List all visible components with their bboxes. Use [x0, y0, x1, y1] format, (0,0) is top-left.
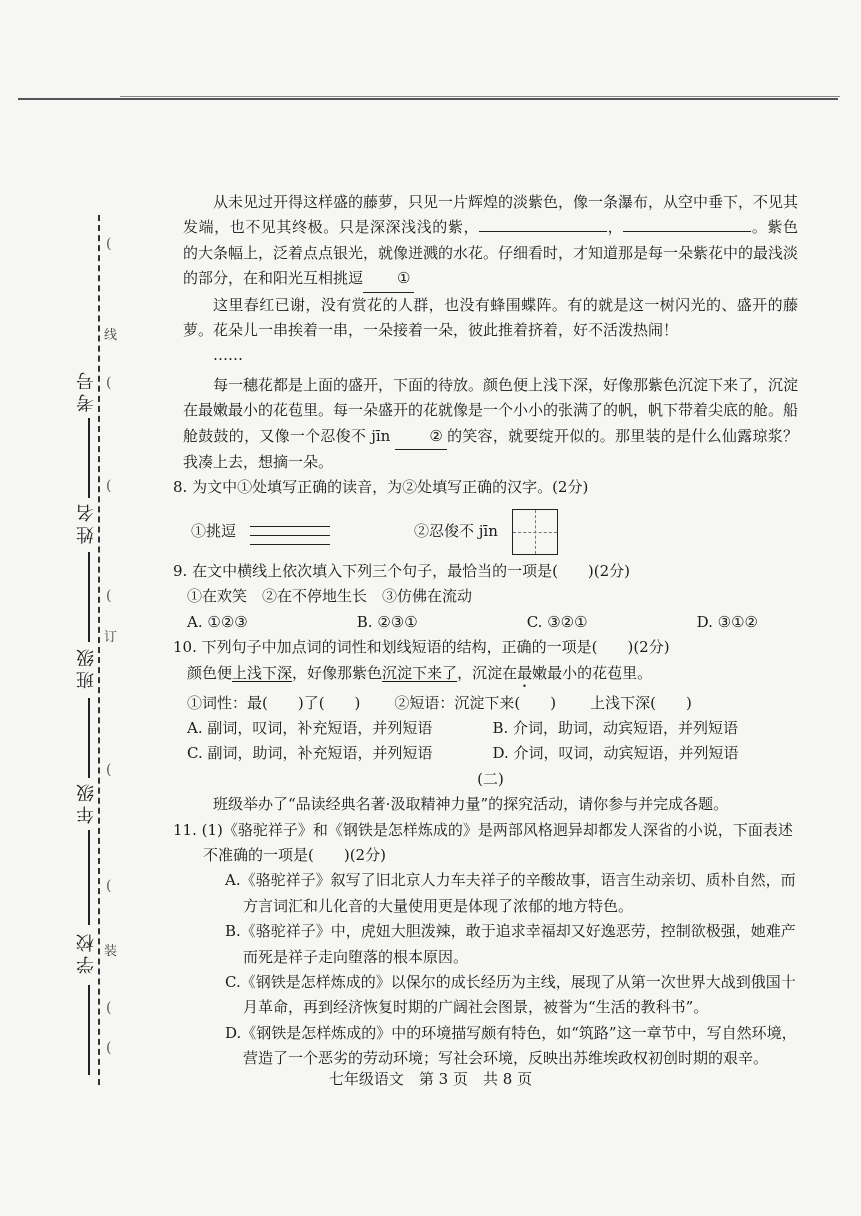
- top-rule-secondary: [120, 96, 840, 97]
- margin-paren: (: [106, 375, 112, 391]
- option-a[interactable]: A. 副词，叹词，补充短语，并列短语: [187, 718, 433, 737]
- option-a[interactable]: A. ①②③: [187, 612, 248, 631]
- option-d[interactable]: D. 介词，叹词，动宾短语，并列短语: [492, 744, 739, 763]
- option-b[interactable]: B.《骆驼祥子》中，虎妞大胆泼辣，敢于追求幸福却又好逸恶劳，控制欲极强，她难产而死是祥子走向堕落的根本原因。: [225, 922, 796, 966]
- option-b[interactable]: B. ②③①: [356, 612, 418, 631]
- school-rule: [88, 985, 90, 1075]
- passage-ellipsis: ……: [213, 346, 243, 365]
- question-10-subparts: [183, 691, 798, 716]
- passage-paragraph-2: 这里春红已谢，没有赏花的人群，也没有蜂围蝶阵。有的就是这一树闪光的、盛开的藤萝。花朵儿一串挨着一串，一朵接着一朵，彼此推着挤着，好不活泼热闹！: [183, 295, 798, 340]
- page-footer: 七年级语文 第 3 页 共 8 页: [328, 1070, 533, 1088]
- option-d[interactable]: D.《钢铁是怎样炼成的》中的环境描写颇有特色，如“筑路”这一章节中，写自然环境，营造了一个恶劣的劳动环境；写社会环境，反映出苏维埃政权初创时期的艰辛。: [225, 1023, 797, 1068]
- dotted-word: 最: [517, 663, 533, 682]
- sentence-text: ，好像那紫色: [292, 663, 383, 682]
- blank-marker[interactable]: ②: [395, 424, 446, 450]
- margin-paren: (: [106, 1040, 112, 1056]
- option-b[interactable]: B. 介词，助词，动宾短语，并列短语: [492, 718, 739, 737]
- option-d[interactable]: D. ③①②: [696, 612, 758, 631]
- answer-blank[interactable]: [623, 217, 751, 232]
- underlined-phrase: 上浅下深: [232, 663, 293, 682]
- name-rule: [88, 552, 90, 642]
- class-label: 班级: [76, 645, 97, 689]
- q8-character-box[interactable]: [512, 509, 558, 555]
- option-c[interactable]: C.《钢铁是怎样炼成的》以保尔的成长经历为主线，展现了从第一次世界大战到俄国十月革命，再到经济恢复时期的广阔社会图景，被誉为“生活的教科书”。: [225, 972, 796, 1017]
- passage-text: 从未见过开得这样盛的藤萝，只见一片辉煌的淡紫色，像一条瀑布，从空中垂下，不见其发端，也不见其终极。只是深深浅浅的紫，: [183, 193, 799, 237]
- question-8-stem: 8. 为文中①处填写正确的读音，为②处填写正确的汉字。(2分): [173, 478, 589, 497]
- margin-paren: (: [106, 588, 112, 604]
- sentence-text: 嫩最小的花苞里。: [532, 663, 653, 682]
- section-2-intro: 班级举办了“品读经典名著·汲取精神力量”的探究活动，请你参与并完成各题。: [213, 795, 729, 814]
- question-9-sentences: ①在欢笑 ②在不停地生长 ③仿佛在流动: [187, 587, 473, 606]
- question-10-sentence: [183, 661, 798, 691]
- option-c[interactable]: C. ③②①: [526, 612, 588, 631]
- answer-blank[interactable]: [479, 217, 607, 232]
- question-9-stem: 9. 在文中横线上依次填入下列三个句子，最恰当的一项是( )(2分): [173, 561, 631, 580]
- q10-part-1[interactable]: ①词性：最( )了( ): [187, 693, 361, 712]
- sentence-text: 颜色便: [187, 663, 233, 682]
- passage-paragraph-1: [183, 190, 798, 293]
- exam-number-rule: [88, 418, 90, 498]
- margin-char-line: 线: [104, 328, 118, 343]
- question-10-stem: 10. 下列句子中加点词的词性和划线短语的结构，正确的一项是( )(2分): [173, 638, 670, 657]
- section-2-heading: (二): [477, 769, 504, 788]
- passage-text: 每一穗花都是上面的盛开，下面的待放。颜色便上浅下深，好像那紫色沉淀下来了，沉淀在最嫩最小的花苞里。每一朵盛开的花就像是一个小小的张满了的帆，帆下带着尖底的舱。船舱鼓鼓的，又像一个忍俊不 jīn: [183, 375, 799, 445]
- school-label: 学校: [76, 930, 97, 974]
- margin-paren: (: [106, 478, 112, 494]
- q8-item-2-label: ②忍俊不 jīn: [414, 522, 498, 541]
- margin-char-zhuang: 装: [104, 944, 118, 959]
- option-c[interactable]: C. 副词，助词，补充短语，并列短语: [187, 744, 433, 763]
- question-11-stem: 11. (1)《骆驼祥子》和《钢铁是怎样炼成的》是两部风格迥异却都发人深省的小说，下面表述不准确的一项是( )(2分): [173, 820, 793, 864]
- q10-part-2[interactable]: ②短语：沉淀下来( ): [394, 693, 557, 712]
- q10-part-3[interactable]: 上浅下深( ): [590, 693, 692, 712]
- question-9-options: [183, 610, 798, 635]
- passage-paragraph-3: [183, 373, 798, 476]
- grade-rule: [88, 830, 90, 925]
- margin-char-ding: 订: [104, 630, 118, 645]
- class-rule: [88, 698, 90, 778]
- sentence-text: ，沉淀在: [457, 663, 518, 682]
- passage-text: 。紫色的大条幅上，泛着点点银光，就像迸溅的水花。仔细看时，才知道那是每一朵紫花中的最浅淡的部分，在和阳光互相挑逗: [183, 218, 799, 288]
- question-10-options: [183, 716, 798, 767]
- margin-paren: (: [106, 1000, 112, 1016]
- q8-pinyin-lines[interactable]: [250, 518, 330, 545]
- page-content: [173, 190, 799, 1072]
- blank-marker[interactable]: ①: [363, 266, 414, 292]
- margin-paren: (: [106, 878, 112, 894]
- passage-text: 的笑容，就要绽开似的。那里装的是什么仙露琼浆？我凑上去，想摘一朵。: [183, 426, 798, 472]
- question-8-answers: [183, 501, 798, 559]
- margin-paren: (: [106, 762, 112, 778]
- margin-paren: (: [106, 236, 112, 252]
- option-a[interactable]: A.《骆驼祥子》叙写了旧北京人力车夫祥子的辛酸故事，语言生动亲切、质朴自然，而方言词汇和儿化音的大量使用更是体现了浓郁的地方特色。: [225, 871, 796, 915]
- q8-item-1-label: ①挑逗: [191, 522, 237, 541]
- passage-text: ，: [607, 218, 624, 237]
- top-rule: [18, 98, 838, 100]
- grade-label: 年级: [76, 780, 97, 824]
- exam-number-label: 考号: [76, 368, 97, 412]
- name-label: 姓名: [76, 500, 97, 544]
- underlined-phrase: 沉淀下来了: [382, 663, 458, 682]
